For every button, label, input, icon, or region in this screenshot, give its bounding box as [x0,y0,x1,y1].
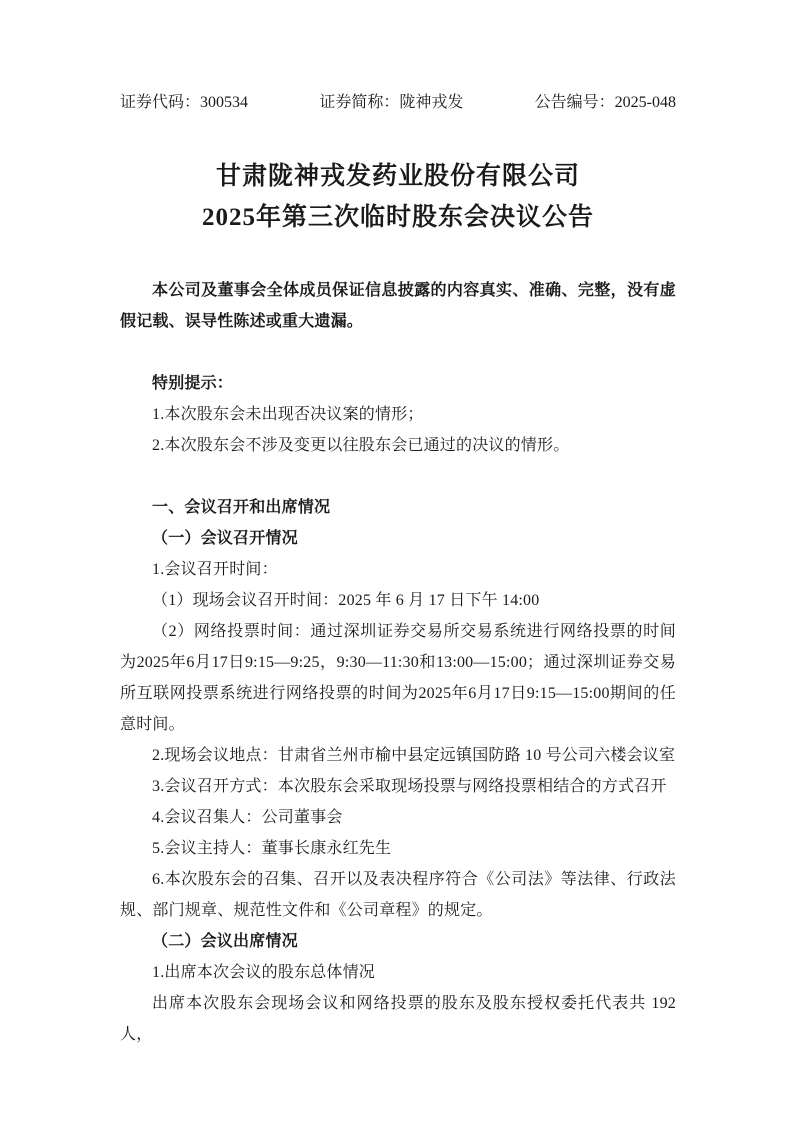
meeting-time-label: 1.会议召开时间： [152,561,278,578]
attendance-overview-label: 1.出席本次会议的股东总体情况 [152,964,376,981]
document-header [120,93,676,113]
attendance-detail: 出席本次股东会现场会议和网络投票的股东及股东授权委托代表共 192 人， [120,995,676,1043]
special-notice-item-1: 1.本次股东会未出现否决议案的情形； [152,406,424,423]
announcement-number: 公告编号：2025-048 [534,94,676,111]
section-1-heading: 一、会议召开和出席情况 [152,499,331,516]
document-title-line1: 甘肃陇神戎发药业股份有限公司 [215,163,580,190]
meeting-method: 3.会议召开方式：本次股东会采取现场投票与网络投票相结合的方式召开 [152,778,667,795]
meeting-convener: 4.会议召集人：公司董事会 [152,809,343,826]
meeting-legality: 6.本次股东会的召集、召开以及表决程序符合《公司法》等法律、行政法规、部门规章、规范性文件和《公司章程》的规定。 [120,871,676,919]
section-1-1-heading: （一）会议召开情况 [152,530,298,547]
stock-code: 证券代码：300534 [120,94,249,111]
stock-name: 证券简称：陇神戎发 [319,94,464,111]
onsite-meeting-time: （1）现场会议召开时间：2025 年 6 月 17 日下午 14:00 [152,592,540,609]
section-1-2-heading: （二）会议出席情况 [152,933,298,950]
declaration-paragraph: 本公司及董事会全体成员保证信息披露的内容真实、准确、完整，没有虚假记载、误导性陈述或重大遗漏。 [120,282,676,330]
meeting-chairperson: 5.会议主持人：董事长康永红先生 [152,840,392,857]
document-title-line2: 2025年第三次临时股东会决议公告 [201,204,594,231]
special-notice-heading: 特别提示： [152,375,234,392]
document-body [120,275,676,1050]
special-notice-item-2: 2.本次股东会不涉及变更以往股东会已通过的决议的情形。 [152,437,570,454]
meeting-location: 2.现场会议地点：甘肃省兰州市榆中县定远镇国防路 10 号公司六楼会议室 [152,747,676,764]
online-voting-time: （2）网络投票时间：通过深圳证券交易所交易系统进行网络投票的时间为2025年6月17日9:15—9:25，9:30—11:30和13:00—15:00；通过深圳证券交易所互联网投票系统进行网络投票的时间为2025年6月17日9:15—15:00期间的任意时间。 [120,623,676,733]
